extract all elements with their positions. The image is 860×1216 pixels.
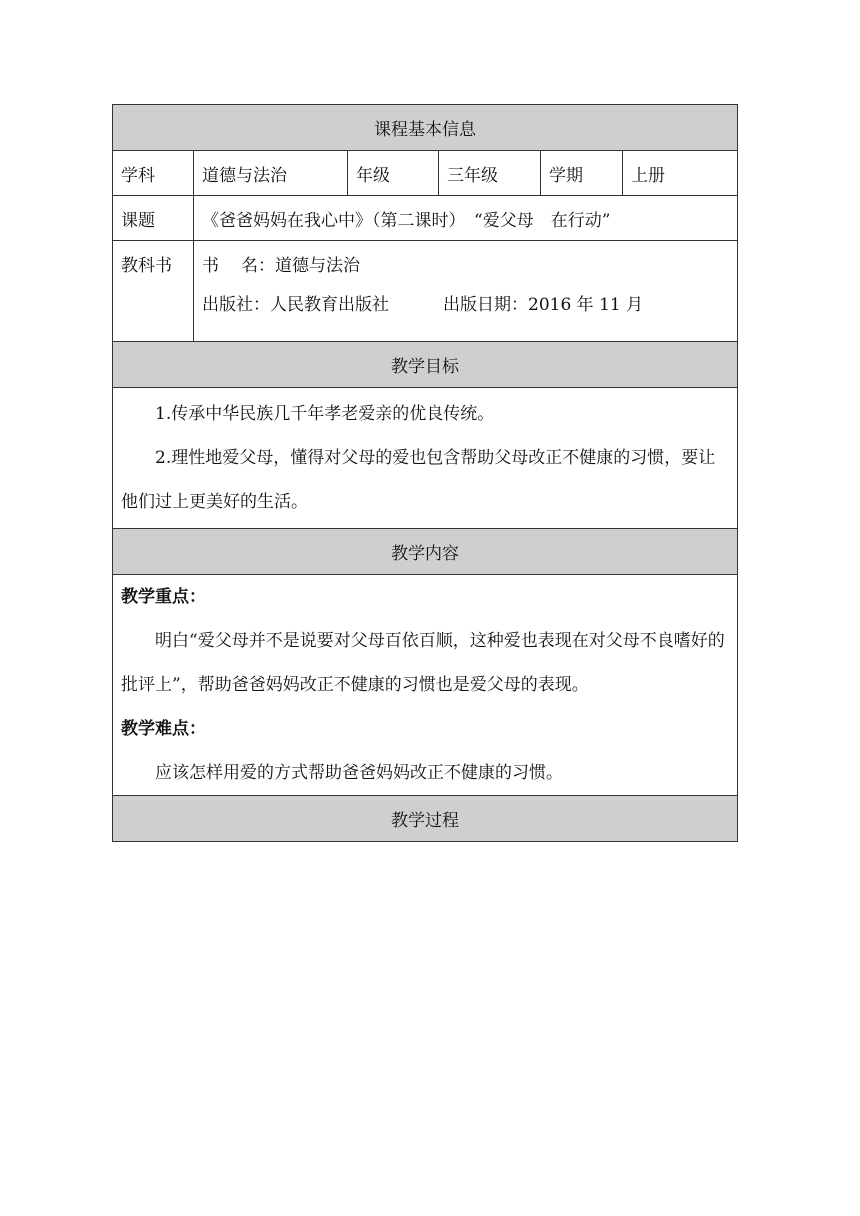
lesson-info-table <box>112 104 738 842</box>
term-value: 上册 <box>623 151 738 196</box>
textbook-name-line <box>202 251 729 276</box>
publisher: 出版社：人民教育出版社 <box>202 295 389 315</box>
book-name-label-b: 名：道德与法治 <box>241 256 360 276</box>
subject-value: 道德与法治 <box>194 151 348 196</box>
grade-label: 年级 <box>348 151 439 196</box>
topic-value: 《爸爸妈妈在我心中》（第二课时） “爱父母 在行动” <box>194 196 738 241</box>
objectives-body <box>113 388 738 529</box>
grade-value: 三年级 <box>439 151 541 196</box>
textbook-label: 教科书 <box>113 241 194 342</box>
difficulty-text: 应该怎样用爱的方式帮助爸爸妈妈改正不健康的习惯。 <box>155 763 563 783</box>
basic-info-header: 课程基本信息 <box>113 105 738 151</box>
publisher-line <box>202 290 729 315</box>
term-label: 学期 <box>541 151 623 196</box>
process-header: 教学过程 <box>113 796 738 842</box>
topic-label: 课题 <box>113 196 194 241</box>
key-point-label: 教学重点： <box>121 587 206 607</box>
book-name-label-a: 书 <box>202 256 219 276</box>
objective-item-2: 2.理性地爱父母，懂得对父母的爱也包含帮助父母改正不健康的习惯，要让他们过上更美好的生活。 <box>121 448 716 512</box>
subject-label: 学科 <box>113 151 194 196</box>
objective-item-1: 1.传承中华民族几千年孝老爱亲的优良传统。 <box>155 404 495 424</box>
content-header: 教学内容 <box>113 529 738 575</box>
publication-date: 出版日期：2016 年 11 月 <box>443 295 644 315</box>
content-body <box>113 575 738 796</box>
objectives-header: 教学目标 <box>113 342 738 388</box>
textbook-details <box>194 241 738 342</box>
difficulty-label: 教学难点： <box>121 719 206 739</box>
key-point-text: 明白“爱父母并不是说要对父母百依百顺，这种爱也表现在对父母不良嗜好的批评上”，帮助爸爸妈妈改正不健康的习惯也是爱父母的表现。 <box>121 631 725 695</box>
